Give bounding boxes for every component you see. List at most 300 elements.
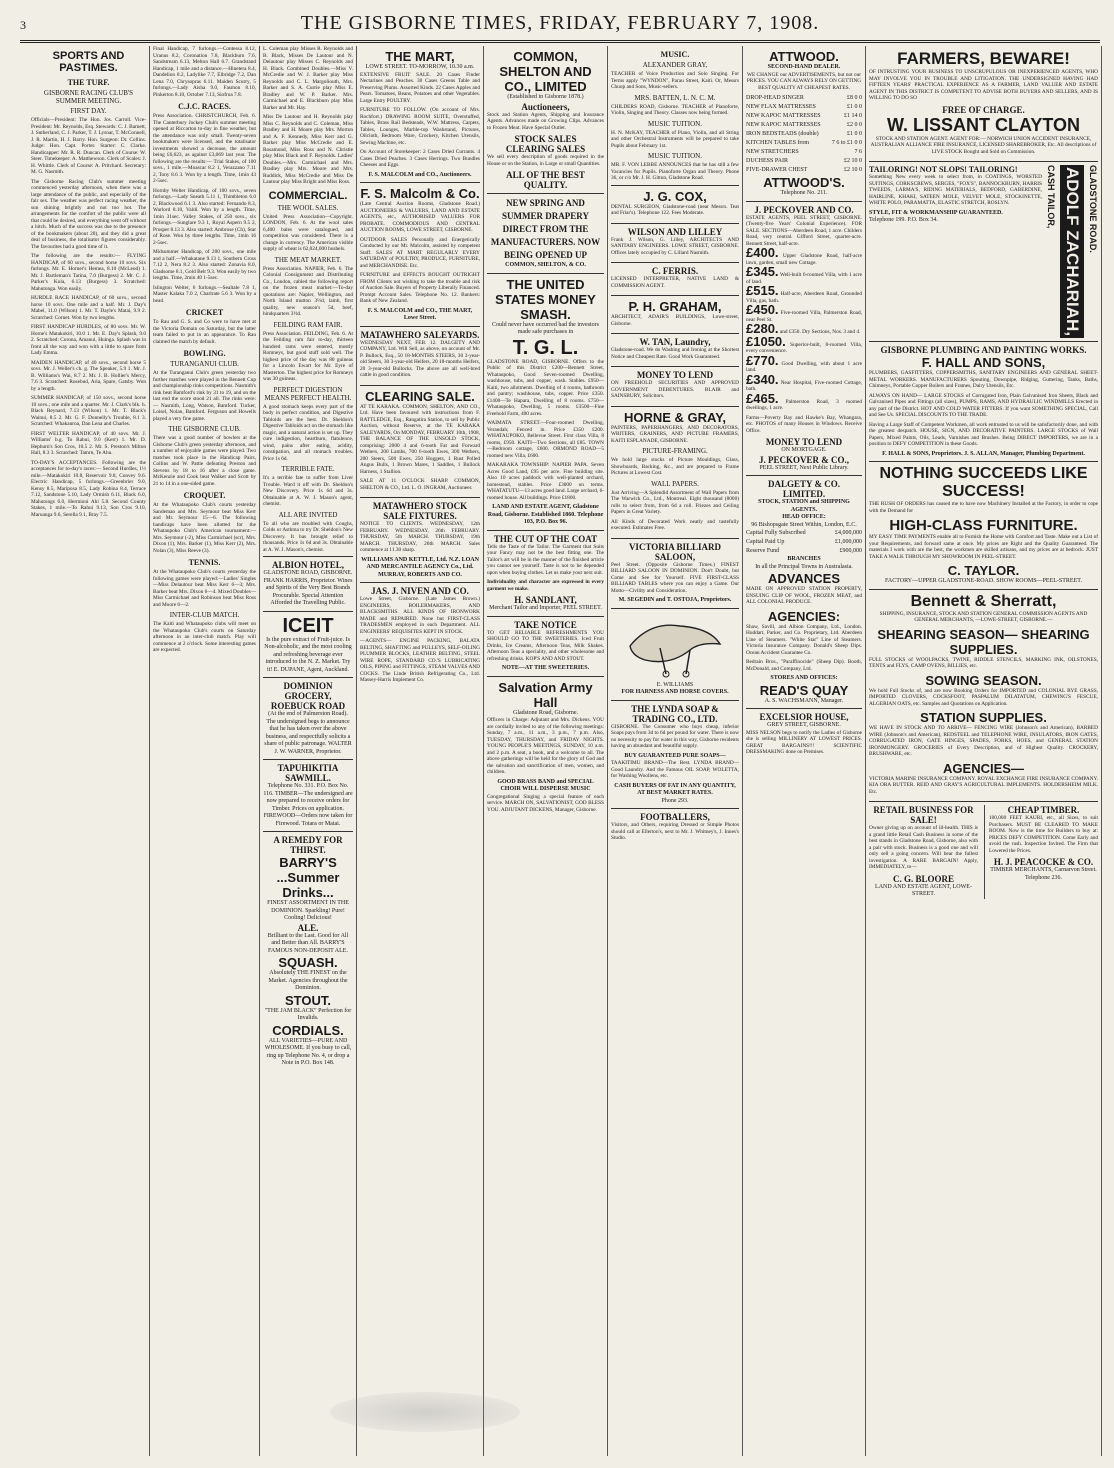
ad-title: GISBORNE PLUMBING AND PAINTING WORKS. (880, 345, 1087, 356)
ad-text: ON FREEHOLD SECURITIES AND APPROVED GOVERNMENT DEBENTURES. BLAIR and SAINSBURY, Solicitors. (611, 380, 739, 399)
article-text: Final Handicap, 7 furlongs.—Contessa 8.12, Uranus 8.2, Coronation 7.8, Blackburn 7.6, Sandstream 6.13, Melton Hall 6.7. Grandstand Handicap, 1 mile and a distance.—Hinetera 8.4, Dandelion 8.2, Ladylike 7.7, Elbridge 7.2, Dan Lena 7.0, Chrysopras 6.11. Maiden Scurry, 5 furlongs.—Lady Aisha 9.0, Fasmon 8.10, Pinkerton 8.10, October 7.13, Siofroa 7.8. (153, 46, 256, 98)
ad-heading: AGENCIES— (943, 760, 1024, 776)
article-text: Miss De Lautour and H. Reynolds play Miss C. Reynolds and C. Coleman, Miss Bradley and H. Moore play Mrs. Morton and A. F. Kennedy, Miss Kerr and G. Barker play Miss McCredie and E. Rosamond, Miss Ross and N. Christie play Miss Black and F. Reynolds. Ladies' Doubles.—Mrs. Carmichael and Mrs. Bradley play Mrs. Moore and Mrs. Ruddick, Miss McCredie and Miss De Lautour play Miss Bright and Miss Ross. (263, 114, 353, 185)
cut-of-coat-ad (487, 530, 604, 616)
lynda-soap-ad (611, 700, 739, 809)
price-row-value: £2 0 0 (847, 122, 862, 128)
ad-text: MAKARAKA TOWNSHIP: NAPIER PAPA. Seven Acres Good Land, £95 per acre. Fine building site. Also 10 acres paddock with well-planted orchard, homestead, stables. Price £3000 on terms. WHATATUTU—13 acres good land. Large orchard, 6-roomed house. All buildings. Price £1800. (487, 462, 604, 501)
ad-text: MY EASY TIME PAYMENTS enable all to Furnish the Home with Comfort and Taste. Make out a List of your Requirements, and forward same at once. My prices are Right and the Quality Guaranteed. The materials I work with are the best, the workmen are skilled artisans, and my prices are at bedrock. JUST TAKE A WALK THROUGH MY SHOWROOM IN PEEL-STREET. (869, 534, 1098, 560)
malcolm-ad (360, 182, 480, 326)
ram-fair-subheading: FEILDING RAM FAIR. (273, 320, 343, 329)
ad-text: Visitors, and Others, requiring Dressed or Simple Photos should call at Ellerton's, next to Mr. J. Whitney's, J. Innes's Studio. (611, 822, 739, 841)
ad-text: GLADSTONE ROAD, GISBORNE. FRANK HARRIS, Proprietor. Wines and Spirits of the Very Best Brands Procurable. Special Attention Afforded the Travelling Public. (263, 570, 353, 606)
ad-text: (At the end of Palmerston Road). The undersigned begs to announce that he has taken over the above business, and respectfully solicits a share of public patronage. WALTER J. W. WARNER, Proprietor. (264, 711, 352, 755)
ad-text: Is the pure extract of Fruit-juice. Is Non-alcoholic, and the most cooling and refreshing beverage ever introduced to the N. Z. Market. Try it! E. DUPANE, Agent, Auckland. (264, 636, 352, 673)
article-text: L. Coleman play Misses R. Reynolds and B. Black, Misses De Lautour and N. Delautour play Misses C. Reynolds and H. Black. Combined Doubles.—Miss V. McCredie and W. J. Barker play Miss Reynolds and C. L. Margoliouth, Mrs. Barker and S. A. Currie play Miss E. Bradley and W. P. Barker. Mrs. Carmichael and E. Blackburn play Miss Barker and Mr. Hay. (263, 46, 353, 111)
first-day-subheading: FIRST DAY. (70, 107, 107, 115)
ad-text: EXTENSIVE FRUIT SALE. 20 Cases Finder Nectarines and Peaches. 30 Cases Greens Table and Preserving Plums. Assorted Kinds. 22 Cases Apples and Pears. Tomatoes, Beans, Potatoes and other Vegetables. Large Entry POULTRY. (360, 71, 480, 104)
article-text: A good stomach keeps every part of the body in perfect condition, and Digestive Tabloids are the best. Dr. Sheldon's Digestive Tabloids act on the stomach like magic, and a natural action is set up. They cure indigestion, heartburn, flatulence, wind, pains after eating, acidity, constipation, and all stomach troubles. Price 1s 6d. (263, 403, 353, 462)
ad-title: J. G. COX, (643, 188, 707, 204)
ad-signature: F. S. MALCOLM and CO., Auctioneers. (368, 171, 472, 178)
ad-text: (Late Central Auction Rooms, Gladstone Road.) AUCTIONEERS & VALUERS, LAND AND ESTATE AGENTS, etc., AUTHORISED VALUERS FOR PROBATE. COMMODIOUS AND CENTRAL AUCTION ROOMS, LOWE STREET, GISBORNE. (360, 201, 480, 233)
article-text: TO-DAY'S ACCEPTANCES. Following are the acceptances for to-day's races:— Second Hurdles, 1½ mile.—Matakokiri 10.8, Reservoir 9.8, Convey 9.6. Electric Handicap, 5 furlongs.—Greenbrier 9.0, Kensy 8.5, Mariposa 8.5, Lady Robina 8.4, Terrace 7.12, Sandstone 5.10, Lady Ormish 6.11, Black 6.0, Mahutongs 6.0, Hermioni Ahi 5.8. Second County Stakes, 1 mile.—To Rahui 9.13, Son Cros 9.10, Maruanga 9.6, Serella 9.1, Bray 7.5. (31, 459, 146, 518)
ad-signature: F. HALL & SONS, Proprietors. J. S. ALLAN, Manager, Plumbing Department. (882, 450, 1085, 457)
ad-title: DALGETY & CO. LIMITED. (768, 479, 840, 499)
attwood-ad (746, 46, 862, 201)
article-text: HURDLE RACE HANDICAP, of 60 sovs., second horse 10 sovs. One mile and a half. Mr. J. Day's Mabel, 11.0 (Wilson) 1. Mr. T. Dayle's Matai, 9.9 2. Scratched: Cornet. Won by two lengths. (31, 295, 146, 321)
ad-text: VICTORIA MARINE INSURANCE COMPANY. ROYAL EXCHANGE FIRE INSURANCE COMPANY. KIA ORA BUTTER. REID AND GRAY'S AGRICULTURAL IMPLEMENTS. HOLDERSHEIM MILK. Etc. (869, 775, 1098, 795)
music-tuition-subheading: MUSIC TUITION. (648, 119, 702, 128)
masthead (20, 10, 1100, 43)
article-text: Midsummer Handicap, of 200 sovs., one mile and a half.—Whakatane 9.13 1, Southern Cross 7.12 2, Nera 8.2 3. Also started: Zonavia 8.0, Gladsome 8.1, Gold Belt 9.3. Won easily by two lengths. Time, 2min 40 1-5sec. (153, 249, 256, 281)
price-row-label: NEW FLAX MATTRESSES (746, 104, 816, 110)
ad-heading: ADVANCES (768, 571, 840, 586)
ad-title: THE LYNDA SOAP & TRADING CO., LTD. (631, 703, 719, 724)
ad-title: ATTWOOD'S. (763, 175, 845, 190)
ad-title: JAS. J. NIVEN AND CO. (371, 586, 469, 596)
price-row-value: £1 0 0 (847, 104, 862, 110)
ad-title: TAKE NOTICE (514, 619, 577, 630)
ad-text: SHIPPING, INSURANCE, STOCK AND STATION GENERAL COMMISSION AGENTS AND GENERAL MERCHANTS, —LOWE-STREET, GISBORNE.— (879, 610, 1088, 624)
ad-heading: FREE OF CHARGE. (942, 104, 1025, 115)
ad-text: FULL STOCKS of WOOLPACKS, TWINE, RIDDLE STENCILS, MARKING INK, OILSTONES, TENTS and FLYS, CAMP OVENS, BILLIES, etc. (869, 656, 1098, 670)
ad-title: TAPUHIKITIA SAWMILL. (277, 763, 339, 783)
plumbing-works-ad (869, 341, 1098, 461)
ad-text: TIMBER MERCHANTS, Carnarvon Street. Telephone 236. (990, 867, 1097, 881)
cricket-heading: CRICKET (185, 308, 224, 317)
inter-club-subheading: INTER-CLUB MATCH. (169, 611, 240, 619)
article-text: At the Whataupoko Club's courts yesterday the following games were played:—Ladies' Singles—Miss Delautour beat Miss Kerr 6—3; Mrs. Barker beat Mrs. Dixon 6—4. Mixed Doubles—Miss Carmichael and Robinson beat Miss Ross and Moore 6—2. (153, 569, 256, 608)
ad-text: MADE ON APPROVED STATION PROPERTY, ENSUING CLIP OF WOOL, FROZEN MEAT, and ALL COLONIAL PRODUCE. (746, 586, 862, 605)
cjc-heading: C.J.C. RACES. (178, 102, 231, 111)
ad-text: ON MORTGAGE. (781, 447, 827, 453)
ad-heading: MONEY TO LEND (765, 437, 843, 447)
ad-heading: BUY GUARANTEED PURE SOAPS— (624, 752, 726, 759)
turf-subheading: THE TURF. (67, 78, 110, 87)
ad-heading: READ'S QUAY (759, 682, 849, 698)
ad-text: FURNITURE TO FOLLOW. (On account of Mrs. Rochfort.) DRAWING ROOM SUITE, Overstuffed, Tables, Brass Rail Bedsteads, W.W. Mattress, Carpets, Tables, Lounges, Marble-top Washstand, Pictures, Oilcloth, Bedroom Ware, Crockery, Kitchen Utensils, Sewing Machine, etc. (360, 107, 480, 146)
ad-text: Lowe Street, Gisborne. (Late James Brown.) ENGINEERS, BOILERMAKERS, AND BLACKSMITHS. ALL KINDS OF IRONWORK MADE and REPAIRED. None but FIRST-CLASS TRADESMEN employed in each Department. ALL ENGINEERS' REQUISITES KEPT IN STOCK. (360, 596, 480, 635)
ad-signature: M. SEGEDIN and T. OSTOJA, Proprietors. (618, 597, 732, 603)
price-row-value: £1 14 0 (844, 113, 862, 119)
tailoring-ad (869, 161, 1098, 341)
ad-text: A. S. WACHSMANN, Manager. (764, 697, 844, 704)
money-to-lend-ad (611, 366, 739, 406)
ad-signature: C. TAYLOR. (947, 563, 1020, 579)
property-text: Palmerston Road, 3 roomed dwellings, 1 acre. (746, 398, 863, 411)
price-row (746, 157, 862, 166)
money-smash-ad (487, 273, 604, 530)
ad-title: A REMEDY FOR THIRST. (273, 835, 343, 855)
ad-text: Individuality and character are expressed in every garment we make. (487, 579, 604, 592)
farmers-beware-ad (869, 46, 1098, 161)
ad-title: THE CUT OF THE COAT (493, 533, 598, 544)
ad-text: PAINTERS, PAPERHANGERS, AND DECORATORS, WRITERS, GRAINERS, AND PICTURE FRAMERS, KAITI ESPLANADE, GISBORNE. (611, 424, 739, 444)
ad-text: TEACHER of Voice Production and Solo Singing. For Terms apply "WYNDON", Parau Street, Kaiti. Or, Messrs Chuop and Sons, Music-sellers. (611, 71, 739, 90)
price-row-label: IRON BEDSTEADS (double) (746, 131, 819, 137)
capital-row-label: Reserve Fund (746, 548, 780, 554)
ad-item: ALE. (297, 922, 319, 933)
ad-text: CHILDERS ROAD, Gisborne. TEACHER of Pianoforte, Violin, Singing and Theory. Classes now being formed. (611, 103, 739, 116)
article-text: To Rau and G. S. and Co were to have met at the Victoria Domain on Saturday, but the latter team failed to put in an appearance. To Rau claimed the match by default. (153, 319, 256, 345)
clearing-sale-ad (360, 385, 480, 498)
ad-title: VICTORIA BILLIARD SALOON, (628, 541, 722, 562)
ad-text: PLUMBERS, GASFITTERS, COPPERSMITHS, SANITARY ENGINEERS AND GENERAL SHEET-METAL WORKERS. MANUFACTURERS Spouting, Downpipe, Ridging, Guttering, Tanks, Baths, Chimneys, Portable Copper Boilers and Frames, Dairy Utensils, Etc. (869, 370, 1098, 390)
common-shelton-ad (487, 46, 604, 193)
capital-row-value: £1,000,000 (835, 539, 862, 545)
ad-heading: STOCK SALES (514, 134, 577, 144)
dentist-ad (611, 185, 739, 223)
price-row-label: KITCHEN TABLES from (746, 140, 810, 146)
ad-text: Officers in Charge: Adjutant and Mrs. Dickens. YOU are cordially invited to any of the following meetings: Sunday, 7 a.m., 11 a.m., 3 p.m., 7 p.m. Also, TUESDAY, THURSDAY, and FRIDAY NIGHTS. YOUNG PEOPLE'S MEETINGS, SUNDAY, 10 a.m. and 2 p.m. A seat, a book, and a welcome to all. The above gatherings will be held for the glory of God and the salvation and sanctification of men, women, and children. (487, 717, 604, 775)
article-text: Officials—President: The Hon. Jos. Carroll. Vice-President: Mr. Reynolds, Esq. Stewards: C. J. Barnett, J. Sutherland, C. J. Parker, T. J. Lysnar, T. McConnell, J. R. Martin, H. J. Barry. Hon. Surgeon: Dr. Collins. Judge: Hon. Capt. Porter. Starter: C. Clarke. Handicapper: Mr. R. R. Duncan. Clerk of Course: W. Steer. Timekeeper: A. Matthewson. Clerk of Scales: J. H. Whittle. Clerk of Course: A. Pritchard. Secretary: M. G. Nasmith. (31, 117, 146, 175)
ad-title: C. FERRIS. (651, 266, 699, 276)
price-row (746, 103, 862, 112)
article-text: Press Association. CHRISTCHURCH, Feb. 6. The Canterbury Jockey Club's summer meeting opened at Riccarton to-day in fine weather, but the attendance was only small. Twenty-seven bookmakers were licensed, and the totalisator investments showed a decrease, the amount being £6,623, as against £3,069 last year. The following are the results:— Trial Stakes, of 100 sovs., 1 mile.—Moascar 8.2 1, Verazzano 7.11 2, Tony 8.6 3. Won by a length. Time, 1min 43 2-5sec. (153, 113, 256, 184)
ad-signature: LAND AND ESTATE AGENT, Gladstone Road, Gisborne. Established 1860. Telephone 103, P.O. Box 96. (487, 504, 604, 525)
ad-text: FACTORY—UPPER GLADSTONE-ROAD. SHOW ROOMS—PEEL-STREET. (885, 578, 1082, 585)
property-price: £400. (746, 245, 779, 260)
peckover-estate-ad (746, 201, 862, 476)
price-row-label: NEW KAPOC MATTRESSES (746, 113, 821, 119)
ad-text: ARCHITECT, ADAIR'S BUILDINGS, Lowe-street, Gisborne. (611, 314, 739, 327)
harness-ad (611, 608, 739, 700)
ad-brand: F. HALL AND SONS, (921, 355, 1046, 371)
ad-title: Bennett & Sherratt, (910, 592, 1057, 610)
column-large-ads (866, 46, 1102, 1456)
ad-title: J. PECKOVER AND CO. (754, 204, 854, 215)
property-price: £280. (746, 321, 779, 336)
ad-text: Shaw, Savill, and Albion Company, Ltd., London. Huddart, Parker, and Co. Proprietary, Ltd. Aberdeen Line of Steamers. "White Star" Line of Steamers. Victoria Insurance Company. Donald's Sheep Dips. Ocean Accident Guarantee Co. (746, 623, 862, 656)
ad-title: ICEIT (282, 614, 334, 637)
commercial-heading: COMMERCIAL. (268, 189, 348, 202)
capital-row-value: £4,000,000 (835, 530, 862, 536)
ad-title: COMMON, SHELTON AND CO., LIMITED (499, 49, 592, 94)
property-text: Good Dwelling, with about 1 acre land. (746, 360, 862, 373)
ad-subheading: BRANCHES (787, 556, 821, 562)
ad-text: In all the Principal Towns in Australasia. (755, 563, 853, 570)
capital-row (746, 547, 862, 556)
barrys-drinks-ad (263, 831, 353, 1071)
column-professional-cards (608, 46, 743, 1456)
ad-subtitle: SECOND-HAND DEALER. (767, 64, 841, 70)
ad-text: We hold Full Stocks of, and are now Booking Orders for IMPORTED and COLONIAL RYE GRASS, IMPORTED CLOVERS, COCKSFOOT, PASPALUM DILATATUM, CHEWING'S FESCUE, ALGERIAN OATS, etc. Samples and Quotations on Application. (869, 687, 1098, 707)
ad-text: STOCK AND STATION AGENT. AGENT FOR:— NORWICH UNION ACCIDENT INSURANCE, AUSTRALIAN ALLIANCE FIRE INSURANCE, LICENSED SHAREBROKER, Etc. All descriptions of LIVE STOCK Bought and Sold on Commission. (870, 135, 1097, 155)
albion-hotel-ad (263, 556, 353, 611)
article-text: It's a terrible fate to suffer from Liver Trouble. Ward it off with Dr. Sheldon's New Discovery. Price 1s 6d and 3s. Obtainable at A. W. J. Mason's agent, chemist. (263, 475, 353, 507)
price-row-label: NEW STRETCHERS (746, 149, 799, 155)
ad-text: OUTDOOR SALES Personally and Energetically Conducted by our Mr. Malcolm, assisted by competent Staff. SALES AT MART REGULARLY EVERY SATURDAY of POULTRY, PRODUCE, FURNITURE, and MERCHANDISE. Etc. (360, 236, 480, 269)
club-subheading: TURANGANUI CLUB. (170, 360, 239, 368)
property-price: £1050. (746, 333, 786, 349)
ad-heading: STYLE, FIT & WORKMANSHIP GUARANTEED. (869, 209, 1003, 216)
price-row (746, 148, 862, 157)
article-text: The following are the results:— FLYING HANDICAP, of 60 sovs., second horse 10 sovs. Six furlongs. Mr. E. Horner's Hemea, 8.10 (McLeod) 1. Mr. J. Bartleman's Tarina, 7.0 (Burgess) 2. Mr. C. J. Parker's Kola, 6.13 (Burgess) 3. Scratched: Mahutonga. Won easily. (31, 253, 146, 292)
property-text: Well-built 6-roomed Villa, with 1 acre of land. (746, 272, 862, 285)
ad-text: LAND AND ESTATE AGENT, LOWE-STREET. (875, 883, 972, 898)
ad-note: NOTE—AT THE SWEETERIES. (501, 665, 590, 671)
ad-text: —AGENTS— ENGINE PACKING, BALATA BELTING, SHAFTING and PULLEYS, SELF-OILING PLUMMER BLOCKS, LEATHER BELTING, STEEL WIRE ROPE, STANDARD CO.'S LUBRICATING OILS, PIPING and FITTINGS, STEAM VALVES AND COCKS. The Linde British Refrigerating Co., Ltd. Massey-Harris Implement Co. (360, 638, 480, 683)
property-price: £465. (746, 390, 779, 406)
article-text: The Gisborne Racing Club's summer meeting commenced yesterday afternoon, when there was a large attendance of the public, and especially of the fair sex. The weather was perfect racing weather, the sun shining brightly and not too hot. The arrangements for the comfort of the public were all that could be desired, and everything went off without a hitch. Much of the success was due to the presence of the bookmakers (about 20), and they did a great deal of business, the totalisator figures considerably. The favourites had a good time of it. (31, 178, 146, 250)
column-common-shelton (484, 46, 608, 1456)
column-commercial (260, 46, 357, 1456)
ad-heading: HIGH-CLASS FURNITURE. (889, 517, 1078, 535)
ad-text: TO GET RELIABLE REFRESHMENTS YOU SHOULD GO TO THE SWEETERIES. Iced Fruit Drinks, Ice Creams, Afternoon Teas, Milk Shakes. Afternoon Teas a speciality, and other wholesome and refreshing drinks. KOP'S AND AND STOUT. (487, 629, 604, 662)
matawhero-saleyards-ad (360, 326, 480, 385)
ad-text: WAIMATA STREET.—Four-roomed Dwelling, Verandah; Fenced in. Price £350 £200. WHATAUPOKO, Bellevue Street. First class Villa, 8 rooms, £950. KAITI—Two Sections, all £85. TOWN—Bedroom cottage, £600. ORMOND ROAD—5 roomed new Villa, £600. (487, 420, 604, 459)
article-text: There was a good number of bowlers at the Gisborne Club's green yesterday afternoon, and a number of enjoyable games were played. Two matches took place in the Handicap Pairs, Collins and W. Pattie defeating Preston and Stevens by 18 to 16 after a close game. McKenzie and Cook beat Walker and Scott by 21 to 14 in a one-sided game. (153, 435, 256, 487)
column-auctions (357, 46, 484, 1456)
ad-text: MR. F. VON LEBBE ANNOUNCES that he has still a few Vacancies for Pupils. Pianoforte Organ and Theory. Phone 36, or c/o Mr. J. H. Gitton, Gladstone Road. (611, 162, 739, 181)
ad-text: OF INTRUSTING YOUR BUSINESS TO UNSCRUPULOUS OR INEXPERIENCED AGENTS, WHO MAY INVOLVE YOU IN TROUBLE AND LITIGATION. THE UNDERSIGNED HAVING HAD FIFTEEN YEARS' PRACTICAL EXPERIENCE AS A FARMER, LAND VALUER AND ESTATE AGENT IN THIS DISTRICT IS COMPETENT TO ADVISE BOTH BUYERS AND SELLERS, AND IS WILLING TO DO SO (869, 69, 1098, 101)
ad-heading: CLEARING SALES (505, 144, 586, 154)
club-subheading: THE GISBORNE CLUB. (168, 425, 241, 433)
price-row-label: DUCHESS PAIR (746, 158, 788, 164)
ad-title: ALBION HOTEL, (271, 560, 345, 570)
ad-text: Tells the Taste of the Tailor. The Garment that Suits your Fancy may not be the best fitting one. The Tailor's art will be in the manner of the finished article you cannot see yourself. Taste is not to be depended upon when buying clothes. Let us make your next suit. (487, 543, 604, 576)
property-price: £770. (746, 352, 779, 368)
ad-signature: COMMON, SHELTON, & CO. (505, 262, 586, 268)
ad-text: WE CHANGE our ADVERTISEMENTS, but not our PRICES. YOU CAN ALWAYS RELY ON GETTING BEST QUALITY AT CHEAPEST RATES. (746, 71, 862, 91)
price-row-value: 7 6 to £1 0 0 (831, 140, 862, 146)
ad-signature: WILLIAMS AND KETTLE, Ltd. N.Z. LOAN AND MERCANTILE AGENCY Co., Ltd. MURRAY, ROBERTS AND CO. (361, 556, 479, 578)
ad-subheading: WALL PAPERS. (651, 479, 699, 488)
ad-title: TAILORING! NOT SLOPS! TAILORING! (869, 165, 1018, 174)
capital-list (746, 529, 862, 556)
ad-text: On Account of Storekeeper: 2 Cases Dried Currants. 4 Cases Dried Peaches. 3 Cases Herrings. Two Bundles Cheeses and Eggs. (360, 149, 480, 168)
capital-row-label: Capital Paid Up (746, 539, 785, 545)
ad-signature: H. J. PEACOCKE & CO. (993, 857, 1094, 868)
property-price: £340. (746, 371, 779, 387)
ad-title: MONEY TO LEND (636, 370, 714, 380)
ad-subheading: PICTURE-FRAMING. (642, 447, 708, 455)
price-row-label: NEW KAPOC MATTRESSES (746, 122, 821, 128)
retail-business-ad (869, 805, 978, 899)
architects-ad (611, 223, 739, 263)
ad-heading: AGENCIES: (767, 608, 841, 624)
capital-row (746, 529, 862, 538)
laundry-ad (611, 333, 739, 366)
property-listings (746, 245, 863, 412)
capital-row (746, 538, 862, 547)
ad-text: Absolutely THE FINEST on the Market. Agencies throughout the Dominion. (268, 970, 348, 991)
capital-row-value: £900,000 (839, 548, 862, 554)
excelsior-house-ad (746, 708, 862, 762)
ad-heading: Auctioneers, (521, 101, 570, 112)
ad-text: GLADSTONE ROAD, GISBORNE. Offers to the Public of this District £200—Bennett Street, Whataupoko, Good Seven-roomed Dwelling, washhouse, tubs, and copper, wash. Stables. £950—Kaiti, two allotments. Dwelling of 4 rooms, bathroom and pantry; washhouse, tubs, copper. Price £350. £1400—Te Hapara, Dwelling of 8 rooms. £750—Whataupoko, Dwelling, 5 rooms. £3500—Fine Freehold Farm, 400 acres. (487, 358, 604, 417)
interpreter-ad (611, 262, 739, 295)
ad-text: ESTATE AGENTS, PEEL STREET, GISBORNE. (Twenty-five Years' Colonial Experience). FOR SALE. SECTIONS—Aberdeen Road, 1 acre. Childers Road, very central. Gifford Street, quarter-acre. Bennett Street, half-acre. (746, 214, 862, 247)
ad-title: EXCELSIOR HOUSE, (759, 712, 849, 722)
taylor-furniture-ad (869, 461, 1098, 589)
ad-item: CORDIALS. (272, 1022, 344, 1038)
column-sports (28, 46, 150, 1456)
ad-text: Could never have occurred had the investors made safe purchases in (492, 321, 599, 335)
terrible-fate-subheading: TERRIBLE FATE. (281, 465, 335, 473)
ad-text: 96 Bishopsgate Street Within, London, E.C. (751, 521, 857, 528)
ad-text: Congregational Singing a special feature of each service. MARCH ON, SALVATIONIST, GOD BLESS YOU. ADJUTANT DICKENS, Manager, Gisborne. (487, 793, 604, 813)
ad-signature: F. S. MALCOLM and CO., THE MART, Lowe Street. (367, 307, 473, 321)
ad-text: Gladstone-road. We do Washing and Ironing at the Shortest Notice and Cheapest Rate. Good Work Guaranteed. (611, 347, 739, 360)
price-list (746, 94, 862, 175)
ad-text: H. N. McKAY, TEACHER of Piano, Violin, and all String and other Orchestral Instruments will be prepared to take Pupils about February 1st. (611, 129, 739, 149)
ad-heading: GOOD BRASS BAND and SPECIAL CHOIR WILL DISPERSE MUSIC (497, 778, 594, 792)
tailor-address: GLADSTONE ROAD. (1088, 165, 1098, 253)
article-text: MAIDEN HANDICAP, of 40 sovs., second horse 5 sovs. Mr. J. Weller's ch. g. The Speaker, 5.9 1. Mr. J. B. Williams's Wai, 8.7 2. Mr. J. B. Hollier's Mercy, 7.6 3. Scratched: Rosebud, Aria, Spare, Gatsby. Won by a length. (31, 359, 146, 392)
sports-heading: SPORTS AND PASTIMES. (52, 50, 125, 74)
bowling-heading: BOWLING. (183, 349, 226, 358)
ad-text: MISS NELSON begs to notify the Ladies of Gisborne she is selling MILLINERY AT LOWEST PRICES. GREAT BARGAINS!!! SCIENTIFIC DRESSMAKING done on Premises. (746, 729, 862, 755)
ad-title: HORNE & GRAY, (623, 409, 727, 425)
cheap-timber-ad (984, 805, 1098, 899)
ad-text: NOTICE TO CLIENTS. WEDNESDAY, 12th FEBRUARY. WEDNESDAY, 26th FEBRUARY. THURSDAY, 5th MARCH. THURSDAY, 19th MARCH. THURSDAY, 26th MARCH. Sales commence at 11.30 sharp. (360, 521, 480, 553)
wool-sales-subheading: THE WOOL SALES. (277, 203, 339, 212)
tailor-name: ADOLF ZACHARIAH, (1060, 165, 1084, 338)
all-invited-subheading: ALL ARE INVITED (278, 510, 338, 519)
ad-text: GREY STREET, GISBORNE. (767, 722, 841, 728)
ad-subheading: STORES AND OFFICES: (770, 675, 838, 681)
price-row-value: £1 0 0 (847, 131, 862, 137)
ad-text: FOR HARNESS AND HORSE COVERS. (621, 689, 729, 695)
music-tuition-subheading: MUSIC TUITION. (648, 152, 702, 160)
ad-text: AT TE KARAKA. COMMON, SHELTON, AND CO., Ltd. Have been favoured with instructions from F. RATTLEDGE, Esq., Rangatira Station, to sell by Public Auction, without Reserve, at the TE KARAKA SALEYARDS, On MONDAY, FEBRUARY 10th, 1908, THE BALANCE OF THE UNSOLD STOCK, comprising: 2000 4 and 6-tooth Fat and Forward Wethers, 200 Lambs, 700 6-tooth Ewes, 300 Wethers, 200 Steers, 500 Ewes, 250 Hoggets, 1 Rust Polled Angus Bulls, 1 Brown Mares, 1 Saddles, 1 Bullock Harness, 1 Stallion. (360, 403, 480, 475)
ad-text: Frank J. Wilson, G. Lilley, ARCHITECTS AND SANITARY ENGINEERS. LOWE STREET, GISBORNE. Offices lately occupied by C. Lillard Nasmith. (611, 236, 739, 256)
ad-heading: ALL OF THE BEST QUALITY. (506, 170, 585, 190)
article-text: Hornby Welter Handicap, of 100 sovs., seven furlongs.—Lady Sneath 5.11 1, Thimbleton 6.0 2, Blackwood 6.1 3. Also started: Fernando 8.3, Warlord 8.10, Valdi. Won by a length. Time, 1min 31sec. Valley Stakes, of 250 sovs., six furlongs.—Sunglare 9.3 1, Royal Aspern 9.5 2, Prosper 8.13 3. Also started: Ambrose (Ch), Star of Rose. Won by three lengths. Time, 1min 16 2-5sec. (153, 187, 256, 246)
stock-sale-fixtures-ad (360, 497, 480, 582)
ad-title: NOTHING SUCCEEDS LIKE SUCCESS! (879, 465, 1088, 501)
ad-text: We sell every description of goods required in the House or on the Station, in Large or small Quantities. (487, 154, 604, 167)
property-text: and £350. Dry Sections, Nos. 3 and 4. (779, 329, 861, 335)
ad-text: Peel Street. (Opposite Gisborne Times.) FINEST BILLIARD SALOON IN DOMINION. Don't Doubt, but Come and See for Yourself. FIVE FIRST-CLASS BILLIARD TABLES where you can enjoy a Game. Our Motto—Civility and Consideration. (611, 561, 739, 594)
teacher-name: ALEXANDER GRAY, (642, 61, 708, 69)
ad-title: W. TAN, Laundry, (639, 337, 711, 347)
ad-item: SQUASH. (278, 955, 338, 970)
dalgety-ad (746, 475, 862, 708)
ad-title: CHEAP TIMBER. (1007, 805, 1080, 816)
ad-text: Having a Large Staff of Competent Workmen, all work entrusted to us will be satisfactorily done, and with the greatest despatch. HOUSE, SIGN, AND DECORATIVE PAINTERS. LARGE STOCKS of Wall Papers, Mixed Paints, Oils, Leads, Varnishes and Brushes. Being DIRECT IMPORTERS, we are in a position to DEFY COMPETITION in these Goods. (869, 421, 1098, 448)
ad-heading: CASH BUYERS OF FAT IN ANY QUANTITY, AT BEST MARKET RATES. (614, 782, 736, 796)
ad-text: PEEL STREET, Next Public Library. (759, 464, 849, 471)
ad-title: Salvation Army Hall (498, 679, 593, 710)
iceit-ad (263, 611, 353, 678)
saddle-caption: E. WILLIAMS (656, 681, 694, 688)
price-row (746, 166, 862, 175)
ad-subtitle: (Established in Gisborne 1878.) (507, 94, 584, 100)
price-row (746, 94, 862, 103)
price-row-value: £2 10 0 (844, 167, 862, 173)
meat-market-subheading: THE MEAT MARKET. (274, 255, 342, 264)
ad-text: Phone 293. (661, 797, 689, 804)
property-price: £345. (746, 264, 779, 279)
ad-title: FOOTBALLERS, (640, 812, 710, 822)
property-text: Half-acre, Aberdeen Road, Grounded Villa, gas, bath. (746, 291, 862, 304)
ad-item: STOUT. (285, 992, 331, 1008)
ad-text: Telephone No. 331. P.O. Box No. 116. TIMBER—The undersigned are now prepared to receive orders for Timber. Prices on application. FIREWOOD—Orders now taken for Firewood. Totara or Matai. (263, 783, 353, 827)
ad-text: WE HAVE IN STOCK AND TO ARRIVE— FENCING WIRE (Johnson's and American), BARBED WIRE (Johnson's and American), REDSTEEL and TELEPHONE WIRE, INSULATORS, IRON GATES, CORRUGATED IRON, GATE HINGES, SPADES, FORKS, HOES, and GENERAL STATION IRONMONGERY. GROCERIES of Every Description, and of Highest Quality. CROCKERY, BRUSHWARE, etc. (869, 725, 1098, 758)
ad-title: WILSON AND LILLEY (627, 226, 723, 237)
ad-title: MATAWHERO SALEYARDS. (360, 329, 480, 340)
ad-text: STOCK, STATION and SHIPPING AGENTS. (758, 499, 850, 513)
ad-text: Just Arriving—A Splendid Assortment of Wall Papers from The Warwick Co., Ltd., Montreal. Eight thousand (8000) rolls to select from, from 6d a roll. Friezes and Ceiling Papers in Great Variety. (611, 489, 739, 515)
ad-text: Brilliant to the Last. Good for All and Better than All. BARRY'S FAMOUS NON-DEPOSIT ALE. (267, 932, 349, 954)
ad-title: THE MART, (385, 49, 455, 64)
niven-engineers-ad (360, 582, 480, 690)
price-row-label: FIVE-DRAWER CHEST (746, 167, 808, 173)
property-price: £515. (746, 283, 779, 298)
column-racing-sports (150, 46, 260, 1456)
saddle-illustration (620, 616, 730, 678)
article-text: United Press Association—Copyright. LONDON, Feb. 6. At the wool sales 6,400 bales were catalogued, and competition was considered. There is a change in currency. The American visible supply of wheat is 62,024,000 bushels. (263, 213, 353, 252)
ad-text: NEW SPRING AND SUMMER DRAPERY DIRECT FROM THE MANUFACTURERS. NOW BEING OPENED UP (490, 198, 601, 260)
ad-text: Merchant Tailor and Importer, PEEL STREET. (489, 605, 602, 611)
billiard-saloon-ad (611, 538, 739, 608)
ad-text: FURNITURE and EFFECTS BOUGHT OUTRIGHT FROM Clients not wishing to take the trouble and risk of Auction Sale. Buyers of Property Liberally Financed. Prompt Account Sales. Telephone No. 12. Bankers: Bank of New Zealand. (360, 272, 480, 304)
racing-club-subheading: GISBORNE RACING CLUB'S SUMMER MEETING. (43, 89, 134, 105)
ad-title: F. S. Malcolm & Co. (360, 186, 480, 201)
price-row (746, 112, 862, 121)
article-text: To all who are troubled with Coughs, Colds or Asthma to try Dr. Sheldon's New Discovery. It has brought relief to thousands. Price 1s 6d and 3s. Obtainable at A. W. J. Mason's, chemist. (263, 520, 353, 553)
property-text: Near Hospital, Five-roomed Cottage, bath. (746, 379, 862, 392)
ad-heading: SHEARING SEASON— SHEARING SUPPLIES. (877, 626, 1090, 657)
price-row (746, 139, 862, 148)
ad-title: CLEARING SALE. (365, 388, 475, 404)
bottom-ads-row (869, 801, 1098, 902)
property-text: Superior-built, 8-roomed Villa, every convenience. (746, 341, 862, 354)
ad-text: All Kinds of Decorated Work neatly and tastefully executed. Estimates Free. (611, 518, 739, 531)
paper-stain (330, 1392, 520, 1432)
horne-gray-ad (611, 406, 739, 538)
page-number: 3 (20, 18, 26, 32)
ad-text: TAAKITIMU BRAND—The Best. LYNDA BRAND—Good Laundry. And the Famous OIL SOAP, WOLETTA, for Washing Woollens, etc. (611, 760, 739, 779)
article-text: Press Association. FEILDING, Feb. 6. At the Feilding ram fair to-day, thirteen hundred rams were entered, mostly Romneys, but good stuff sold well. The highest price of the day was 80 guineas for a Lincoln Ewart for Mr. Eyre of Masterton. The highest price for Romneys was 30 guineas. (263, 330, 353, 382)
dominion-grocery-ad (263, 677, 353, 759)
ad-title: P. H. GRAHAM, (628, 299, 722, 314)
newspaper-title: THE GISBORNE TIMES, FRIDAY, FEBRUARY 7, 1908. (300, 12, 820, 34)
croquet-heading: CROQUET. (183, 491, 226, 500)
ad-subtitle: Gladstone Road, Gisborne. (513, 709, 578, 716)
price-row (746, 121, 862, 130)
price-row-value: 7 6 (854, 149, 862, 155)
ad-signature: C. G. BLOORE (892, 873, 954, 884)
capital-row-label: Capital Fully Subscribed (746, 530, 806, 536)
ad-text: THE RUSH OF ORDERS has caused me to have now Machinery Installed at the Factory, in order to cope with the Demand for (869, 501, 1098, 514)
ad-text: Telephone No. 211. (780, 190, 828, 196)
ad-text: DENTAL SURGEON, Gladstone-road (near Messrs. Teat and Friar's). Telephone 122. Fees Moderate. (611, 203, 739, 216)
article-text: Islington Welter, 6 furlongs.—Sealtale 7.8 1, Master Kalaka 7.0 2, Charlrate 5.6 3. Won by a head. (153, 284, 256, 304)
ad-title: ATTWOOD. (769, 49, 839, 64)
ad-text: FINEST ASSORTMENT IN THE DOMINION. Sparkling! Pure! Cooling! Delicious! (267, 900, 349, 921)
ad-text: Stock and Station Agents, Shipping and Insurance Agents. Advances made on Growing Clips. Advances to Frozen Meat. Have Special Outlet. (487, 111, 604, 131)
ad-title: RETAIL BUSINESS FOR SALE! (873, 805, 974, 826)
ad-text: Telephone 199. P.O. Box 34. (869, 217, 938, 223)
ad-subheading: HEAD OFFICE: (782, 514, 826, 520)
price-row-label: DROP-HEAD SINGER (746, 95, 804, 101)
tennis-heading: TENNIS. (188, 558, 221, 567)
ad-brand: W. LISSANT CLAYTON (886, 114, 1081, 135)
ad-text: We hold large stocks of Picture Mouldings, Glass, Showboards, Backing, &c., and are prepared to Frame Pictures at Lowest Cost. (611, 457, 739, 476)
article-text: At the Whataupoko Club's courts yesterday Sandeman and Mrs. Seymour beat Miss Kerr and Mr. Seymour 15—6. The following handicaps have been allotted for the Whataupoko Club's American tournament:—Mrs. Seymour (-2), Miss Carmichael (scr), Mrs. Dixon (1), Mrs. Barker (1), Miss Kerr (2), Mrs. Nolan (3), Miss Reeve (3). (153, 502, 256, 554)
ad-text: Something New every week to select from, in COATINGS, WORSTED SUITINGS, CORKSCREWS, SERGES, "FOX'S", BANNOCKBURN, HARRIS TWEEDS, LARMA'S, RIDING MATERIALS, BEDFORD, GABERDINE, HAIRLINE, KHAKI, SATEEN MOLE, VELVET MOLE, STOCKINETTE, WHITE POLO, PARAMATTA, ELASTIC STRETCH, ROSLYN. (869, 174, 1042, 206)
ad-title: MATAWHERO STOCK SALE FIXTURES. (372, 501, 468, 521)
tailor-cash-label: CASH TAILOR, (1046, 165, 1056, 229)
article-text: Press Association. NAPIER, Feb. 6. The Colonial Consignment and Distributing Co., London, cabled the following report on the frozen meat market:—To-day quotations are: Napier, Wellington, and North Island mutton 3½d, lamb, first quality, new season's 5d, beef, hindquarters 3½d. (263, 265, 353, 317)
ad-text: ALWAYS ON HAND— LARGE STOCKS of Corrugated Iron, Plain Galvanised Iron Sheets, Black and Galvanised Pipes and Fittings (all sizes), PUMPS, RAMS, AND HYDRAULIC WINDMILLS Erected in any part of the District. HOT AND COLD WATER FITTERS. If you want SOMETHING SPECIAL, Call and See Us. SPECIAL DISCOUNTS TO THE TRADE. (869, 392, 1098, 419)
ad-text: WEDNESDAY NEXT, FEB. 12. DALGETY AND COMPANY, Ltd. Will Sell, as above, on account of Mr. P. Bullock, Esq., 50 18-MONTHS STEERS, 30 3-year-old Steers, 30 3-year-old Heifers, 20 18-months Heifers, 20 3-year-old Bullocks. The above are all well-bred cattle in good condition. (360, 339, 480, 378)
salvation-army-ad (487, 676, 604, 820)
ad-text: LICENSED INTERPRETER, NATIVE LAND & COMMISSION AGENT. (611, 276, 739, 289)
